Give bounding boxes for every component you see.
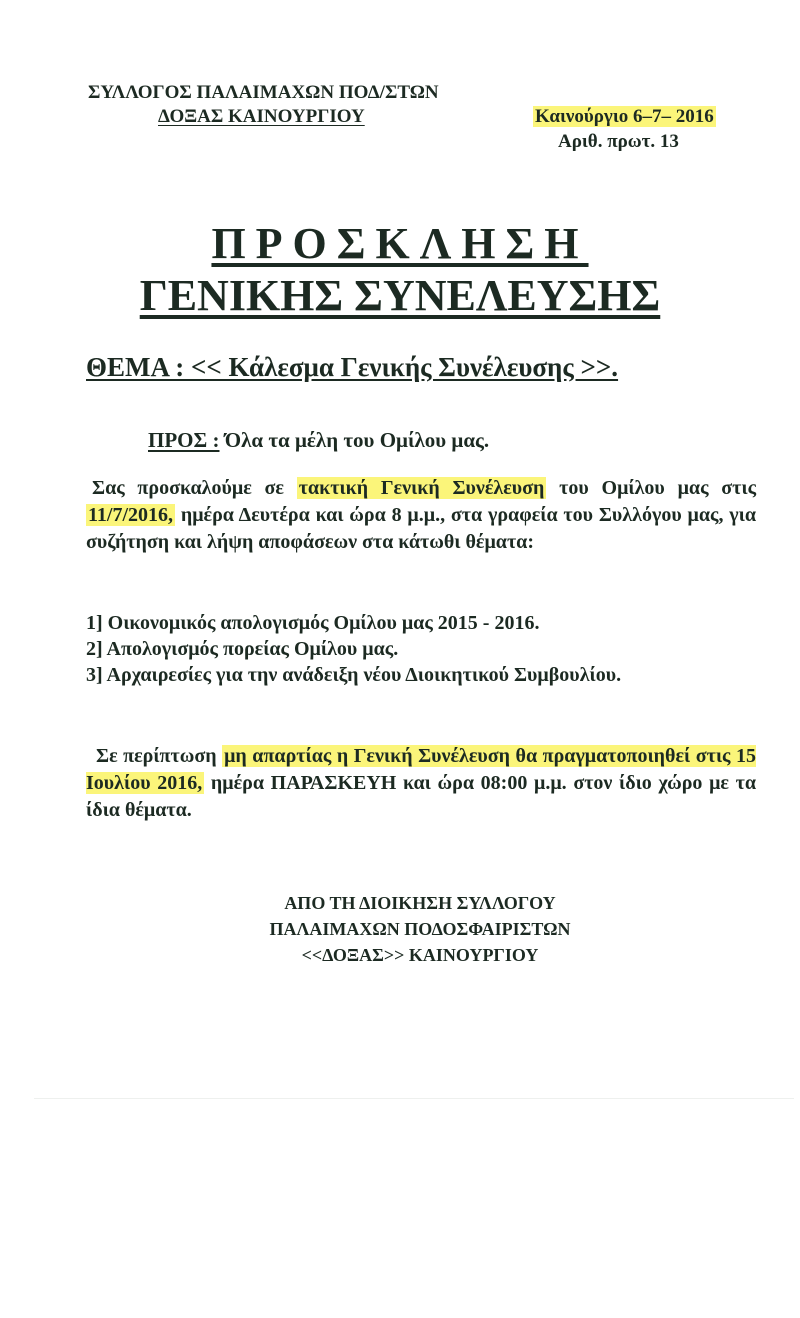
paragraph1-text-part3: ημέρα Δευτέρα και ώρα 8 μ.μ., στα γραφεία του Συλλόγου μας, για συζήτηση και λήψη αποφάσεων στα κάτωθι θέματα: (86, 504, 756, 553)
signature-block (0, 890, 800, 968)
agenda-item: 2] Απολογισμός πορείας Ομίλου μας. (86, 638, 399, 660)
agenda-item: 3] Αρχαιρεσίες για την ανάδειξη νέου Διοικητικού Συμβουλίου. (86, 664, 622, 686)
scan-fold-line (34, 1098, 794, 1099)
signature-line: <<ΔΟΞΑΣ>> ΚΑΙΝΟΥΡΓΙΟΥ (301, 945, 539, 965)
subject-line: ΘΕΜΑ : << Κάλεσμα Γενικής Συνέλευσης >>. (86, 352, 619, 382)
agenda-item: 1] Οικονομικός απολογισμός Ομίλου μας 2015 - 2016. (86, 612, 540, 634)
paragraph2-text-part2: ημέρα ΠΑΡΑΣΚΕΥΗ και ώρα 08:00 μ.μ. στον ίδιο χώρο με τα ίδια θέματα. (86, 772, 757, 821)
agenda-list (86, 610, 621, 688)
paragraph1-text-part1: Σας προσκαλούμε σε (92, 477, 284, 499)
invitation-paragraph (86, 475, 756, 556)
recipients-text: Όλα τα μέλη του Ομίλου μας. (224, 428, 490, 452)
quorum-paragraph (86, 743, 756, 824)
paragraph1-highlight-meeting: τακτική Γενική Συνέλευση (298, 477, 545, 499)
recipients-label: ΠΡΟΣ : (148, 428, 220, 452)
recipients-line (148, 428, 489, 453)
document-title-line1: ΠΡΟΣΚΛΗΣΗ (211, 219, 589, 268)
paragraph1-highlight-date: 11/7/2016, (88, 504, 174, 526)
signature-line: ΑΠΟ ΤΗ ΔΙΟΙΚΗΣΗ ΣΥΛΛΟΓΟΥ (284, 893, 556, 913)
protocol-number: Αριθ. πρωτ. 13 (558, 131, 679, 152)
paragraph1-text-part2: του Ομίλου μας στις (559, 477, 757, 499)
paragraph2-highlight: μη απαρτίας η Γενική Συνέλευση θα πραγματοποιηθεί στις 15 Ιουλίου 2016, (86, 745, 756, 794)
document-title-line2: ΓΕΝΙΚΗΣ ΣΥΝΕΛΕΥΣΗΣ (139, 271, 661, 320)
document-date (533, 106, 716, 128)
document-date-text: Καινούργιο 6–7– 2016 (535, 106, 714, 127)
signature-line: ΠΑΛΑΙΜΑΧΩΝ ΠΟΔΟΣΦΑΙΡΙΣΤΩΝ (269, 919, 571, 939)
organization-name-line1: ΣΥΛΛΟΓΟΣ ΠΑΛΑΙΜΑΧΩΝ ΠΟΔ/ΣΤΩΝ (88, 82, 439, 103)
organization-name-line2: ΔΟΞΑΣ ΚΑΙΝΟΥΡΓΙΟΥ (158, 106, 365, 127)
paragraph2-text-part1: Σε περίπτωση (96, 745, 217, 767)
